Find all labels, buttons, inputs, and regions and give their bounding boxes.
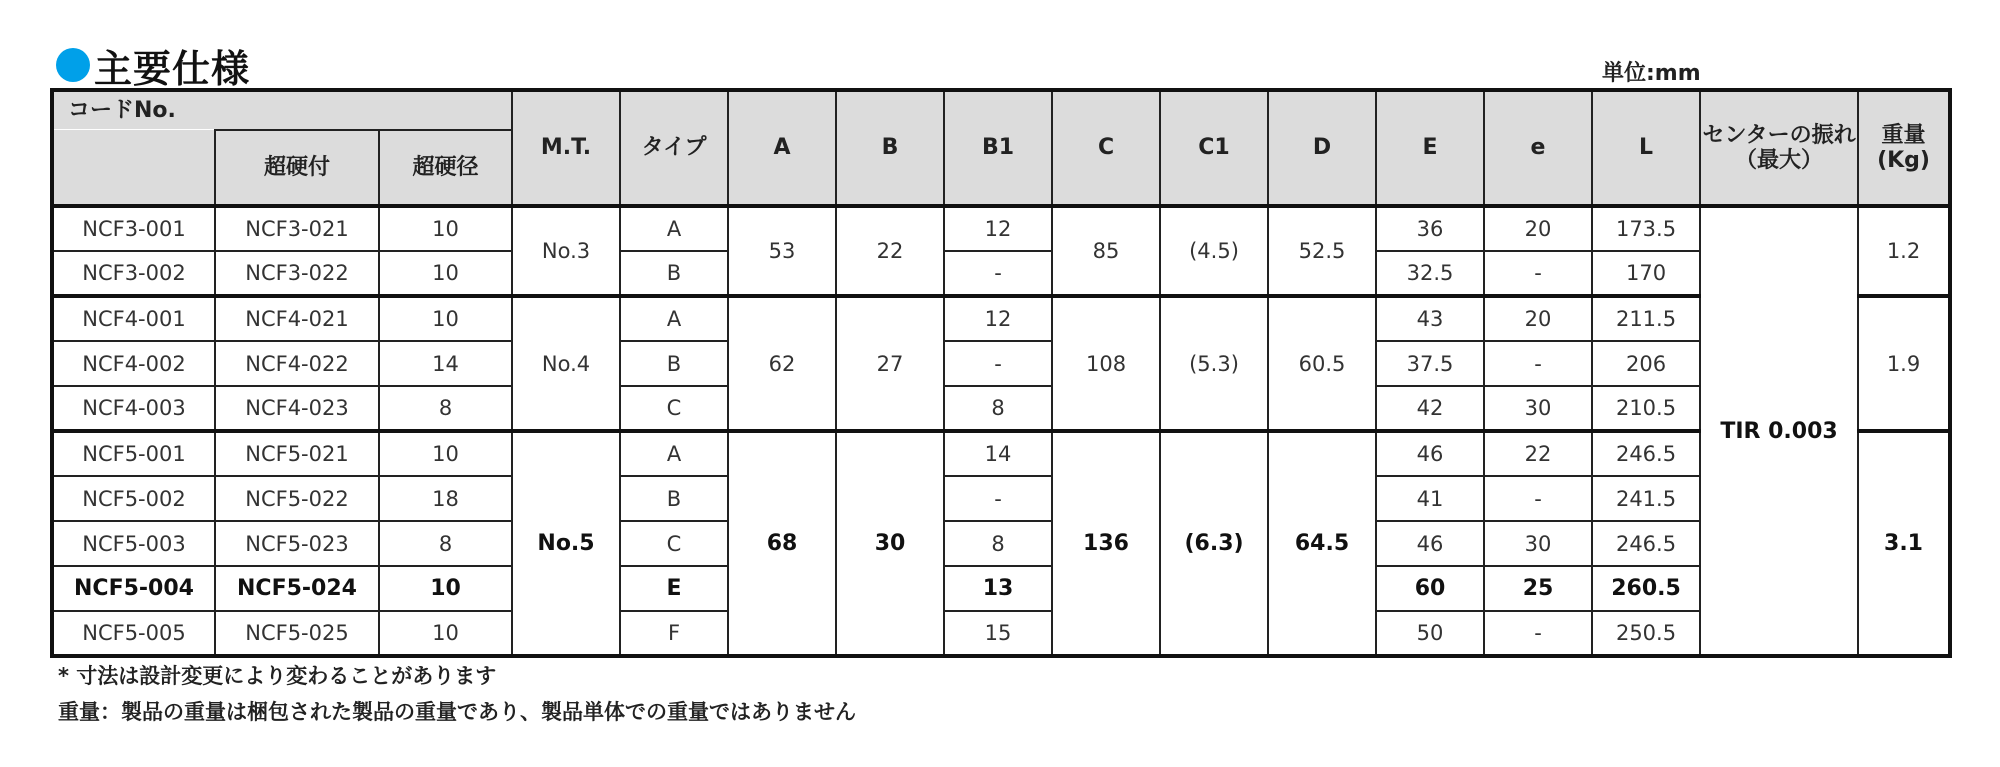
carbide-dia-cell: 10 bbox=[379, 296, 512, 341]
e-upper-cell: 41 bbox=[1376, 476, 1484, 521]
e-lower-cell: 20 bbox=[1484, 206, 1592, 251]
mt-cell: No.4 bbox=[512, 296, 620, 431]
e-lower-cell: - bbox=[1484, 341, 1592, 386]
b1-cell: - bbox=[944, 341, 1052, 386]
d-cell: 60.5 bbox=[1268, 296, 1376, 431]
table-row bbox=[52, 296, 1950, 341]
b1-cell: 12 bbox=[944, 206, 1052, 251]
header-b1: B1 bbox=[944, 90, 1052, 206]
code-cell: NCF3-001 bbox=[52, 206, 215, 251]
a-cell: 62 bbox=[728, 296, 836, 431]
e-upper-cell: 42 bbox=[1376, 386, 1484, 431]
table-row bbox=[52, 431, 1950, 476]
weight-cell: 3.1 bbox=[1858, 431, 1950, 656]
carbide-code-cell: NCF5-025 bbox=[215, 611, 379, 656]
carbide-code-cell: NCF4-021 bbox=[215, 296, 379, 341]
e-lower-cell: 30 bbox=[1484, 386, 1592, 431]
table-row bbox=[52, 611, 1950, 656]
e-upper-cell: 46 bbox=[1376, 431, 1484, 476]
carbide-code-cell: NCF3-022 bbox=[215, 251, 379, 296]
l-cell: 211.5 bbox=[1592, 296, 1700, 341]
d-cell: 64.5 bbox=[1268, 431, 1376, 656]
b1-cell: 14 bbox=[944, 431, 1052, 476]
d-cell: 52.5 bbox=[1268, 206, 1376, 296]
carbide-dia-cell: 10 bbox=[379, 611, 512, 656]
header-carbide: 超硬付 bbox=[215, 130, 379, 206]
e-upper-cell: 46 bbox=[1376, 521, 1484, 566]
code-cell: NCF4-002 bbox=[52, 341, 215, 386]
header-code: コードNo. bbox=[52, 90, 512, 130]
e-upper-cell: 50 bbox=[1376, 611, 1484, 656]
e-upper-cell: 37.5 bbox=[1376, 341, 1484, 386]
table-row bbox=[52, 341, 1950, 386]
e-upper-cell: 32.5 bbox=[1376, 251, 1484, 296]
c1-cell: (4.5) bbox=[1160, 206, 1268, 296]
l-cell: 246.5 bbox=[1592, 521, 1700, 566]
weight-cell: 1.2 bbox=[1858, 206, 1950, 296]
e-upper-cell: 36 bbox=[1376, 206, 1484, 251]
header-c1: C1 bbox=[1160, 90, 1268, 206]
table-row bbox=[52, 386, 1950, 431]
spec-table bbox=[50, 88, 1952, 658]
carbide-code-cell: NCF4-023 bbox=[215, 386, 379, 431]
l-cell: 173.5 bbox=[1592, 206, 1700, 251]
b1-cell: 13 bbox=[944, 566, 1052, 611]
carbide-code-cell: NCF5-021 bbox=[215, 431, 379, 476]
b1-cell: 8 bbox=[944, 386, 1052, 431]
carbide-dia-cell: 18 bbox=[379, 476, 512, 521]
code-cell: NCF5-003 bbox=[52, 521, 215, 566]
e-lower-cell: - bbox=[1484, 251, 1592, 296]
header-d: D bbox=[1268, 90, 1376, 206]
b-cell: 27 bbox=[836, 296, 944, 431]
unit-label: 単位:mm bbox=[1602, 61, 1701, 86]
header-runout: センターの振れ（最大） bbox=[1700, 90, 1858, 206]
mt-cell: No.3 bbox=[512, 206, 620, 296]
code-cell: NCF3-002 bbox=[52, 251, 215, 296]
table-row bbox=[52, 476, 1950, 521]
e-lower-cell: 25 bbox=[1484, 566, 1592, 611]
note-weight: 重量：製品の重量は梱包された製品の重量であり、製品単体での重量ではありません bbox=[58, 700, 856, 724]
l-cell: 210.5 bbox=[1592, 386, 1700, 431]
code-cell: NCF4-001 bbox=[52, 296, 215, 341]
header-e-lower: e bbox=[1484, 90, 1592, 206]
b1-cell: 15 bbox=[944, 611, 1052, 656]
l-cell: 241.5 bbox=[1592, 476, 1700, 521]
type-cell: B bbox=[620, 476, 728, 521]
mt-cell: No.5 bbox=[512, 431, 620, 656]
header-e-upper: E bbox=[1376, 90, 1484, 206]
a-cell: 53 bbox=[728, 206, 836, 296]
section-title bbox=[56, 42, 251, 91]
header-type: タイプ bbox=[620, 90, 728, 206]
code-cell: NCF5-001 bbox=[52, 431, 215, 476]
c1-cell: (6.3) bbox=[1160, 431, 1268, 656]
type-cell: A bbox=[620, 431, 728, 476]
code-cell: NCF5-002 bbox=[52, 476, 215, 521]
e-upper-cell: 43 bbox=[1376, 296, 1484, 341]
type-cell: C bbox=[620, 521, 728, 566]
header-weight: 重量(Kg) bbox=[1858, 90, 1950, 206]
e-lower-cell: - bbox=[1484, 476, 1592, 521]
header-code-blank bbox=[52, 130, 215, 206]
note-dimension-change: * 寸法は設計変更により変わることがあります bbox=[58, 664, 497, 688]
e-lower-cell: 20 bbox=[1484, 296, 1592, 341]
c1-cell: (5.3) bbox=[1160, 296, 1268, 431]
code-cell: NCF5-004 bbox=[52, 566, 215, 611]
b1-cell: - bbox=[944, 476, 1052, 521]
header-a: A bbox=[728, 90, 836, 206]
l-cell: 260.5 bbox=[1592, 566, 1700, 611]
e-lower-cell: - bbox=[1484, 611, 1592, 656]
type-cell: B bbox=[620, 251, 728, 296]
e-lower-cell: 22 bbox=[1484, 431, 1592, 476]
header-l: L bbox=[1592, 90, 1700, 206]
code-cell: NCF5-005 bbox=[52, 611, 215, 656]
carbide-code-cell: NCF5-022 bbox=[215, 476, 379, 521]
type-cell: E bbox=[620, 566, 728, 611]
type-cell: B bbox=[620, 341, 728, 386]
carbide-code-cell: NCF5-024 bbox=[215, 566, 379, 611]
type-cell: A bbox=[620, 296, 728, 341]
weight-cell: 1.9 bbox=[1858, 296, 1950, 431]
b1-cell: 12 bbox=[944, 296, 1052, 341]
carbide-dia-cell: 10 bbox=[379, 206, 512, 251]
e-lower-cell: 30 bbox=[1484, 521, 1592, 566]
table-row bbox=[52, 251, 1950, 296]
section-title-text: 主要仕様 bbox=[94, 46, 251, 91]
code-cell: NCF4-003 bbox=[52, 386, 215, 431]
header-mt: M.T. bbox=[512, 90, 620, 206]
l-cell: 246.5 bbox=[1592, 431, 1700, 476]
b-cell: 22 bbox=[836, 206, 944, 296]
b-cell: 30 bbox=[836, 431, 944, 656]
type-cell: C bbox=[620, 386, 728, 431]
carbide-dia-cell: 10 bbox=[379, 431, 512, 476]
c-cell: 136 bbox=[1052, 431, 1160, 656]
table-row bbox=[52, 206, 1950, 251]
carbide-dia-cell: 10 bbox=[379, 566, 512, 611]
header-carbide-dia: 超硬径 bbox=[379, 130, 512, 206]
e-upper-cell: 60 bbox=[1376, 566, 1484, 611]
type-cell: F bbox=[620, 611, 728, 656]
carbide-code-cell: NCF4-022 bbox=[215, 341, 379, 386]
table-row-highlighted bbox=[52, 566, 1950, 611]
carbide-dia-cell: 10 bbox=[379, 251, 512, 296]
type-cell: A bbox=[620, 206, 728, 251]
carbide-dia-cell: 8 bbox=[379, 521, 512, 566]
b1-cell: - bbox=[944, 251, 1052, 296]
carbide-code-cell: NCF5-023 bbox=[215, 521, 379, 566]
l-cell: 206 bbox=[1592, 341, 1700, 386]
runout-cell: TIR 0.003 bbox=[1700, 206, 1858, 656]
c-cell: 85 bbox=[1052, 206, 1160, 296]
l-cell: 250.5 bbox=[1592, 611, 1700, 656]
header-b: B bbox=[836, 90, 944, 206]
blue-bullet-icon bbox=[56, 48, 90, 82]
carbide-code-cell: NCF3-021 bbox=[215, 206, 379, 251]
table-row bbox=[52, 521, 1950, 566]
carbide-dia-cell: 8 bbox=[379, 386, 512, 431]
header-c: C bbox=[1052, 90, 1160, 206]
a-cell: 68 bbox=[728, 431, 836, 656]
c-cell: 108 bbox=[1052, 296, 1160, 431]
l-cell: 170 bbox=[1592, 251, 1700, 296]
carbide-dia-cell: 14 bbox=[379, 341, 512, 386]
b1-cell: 8 bbox=[944, 521, 1052, 566]
